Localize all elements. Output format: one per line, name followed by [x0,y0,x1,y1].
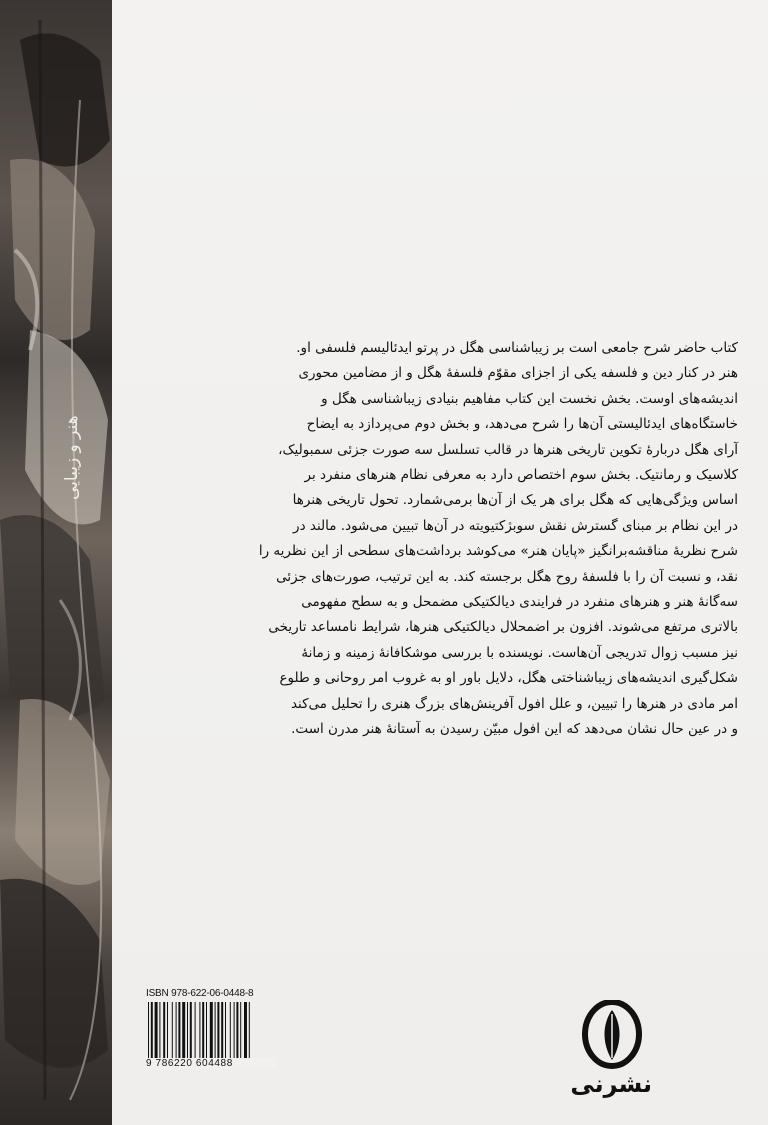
description-line: هنر در کنار دین و فلسفه یکی از اجزای مقوّم فلسفهٔ هگل و از مضامین محوری [298,365,738,382]
description-line: نقد، و نسبت آن را با فلسفهٔ روح هگل برجسته کند. به این ترتیب، صورت‌های جزئی [276,568,738,585]
description-line: امر مادی در هنرها را تبیین، و علل افول آفرینش‌های بزرگ هنری را تحلیل می‌کند [290,695,738,712]
description-line: شکل‌گیری اندیشه‌های زیباشناختی هگل، دلایل باور او به غروب امر روحانی و طلوع [279,670,738,687]
publisher-name: نشرنی [570,1070,652,1098]
description-line: سه‌گانهٔ هنر و هنرهای منفرد در فرایندی دیالکتیکی مضمحل و به سطح مفهومی [301,594,738,611]
description-line: در این نظام بر مبنای گسترش نقش سوبژکتیویته در آن‌ها تبیین می‌شود. مالند در [293,517,738,534]
description-line: بالاتری مرتفع می‌شوند. افزون بر اضمحلال دیالکتیکی هنرها، شرایط نامساعد تاریخی [268,619,738,636]
book-description [150,336,738,743]
description-line: نیز مسبب زوال تدریجی آن‌هاست. نویسنده با بررسی موشکافانهٔ زمینه و زمانهٔ [301,644,738,661]
description-line: کلاسیک و رمانتیک. بخش سوم اختصاص دارد به معرفی نظام هنرهای منفرد بر [304,467,738,484]
barcode-digits: 9 786220 604488 [146,1058,276,1069]
description-line: اساس ویژگی‌هایی که هگل برای هر یک از آن‌ها برمی‌شمارد. تحول تاریخی هنرها [292,492,738,509]
description-line: کتاب حاضر شرح جامعی است بر زیباشناسی هگل در پرتو ایدئالیسم فلسفی او. [296,340,738,356]
description-line: و در عین حال نشان می‌دهد که این افول مبیّن رسیدن به آستانهٔ هنر مدرن است. [291,721,738,738]
publisher-logo [572,1000,652,1100]
isbn-barcode [146,988,276,1072]
barcode-icon [146,1002,276,1062]
reed-in-oval-logo-icon [572,1000,652,1070]
description-line: شرح نظریهٔ مناقشه‌برانگیز «پایان هنر» می‌کوشد برداشت‌های سطحی از این نظریه را [258,543,738,560]
isbn-number: ISBN 978-622-06-0448-8 [146,988,254,999]
cover-artwork-strip [0,0,112,1125]
sculpture-artwork [0,0,112,1125]
description-line: اندیشه‌های اوست. بخش نخست این کتاب مفاهیم بنیادی زیباشناسی هگل و [321,390,738,407]
description-line: خاستگاه‌های ایدئالیستی آن‌ها را شرح می‌دهد، و بخش دوم می‌پردازد به ایضاح [306,416,738,433]
artwork-caption: هنر و زیبایی [62,415,82,500]
description-line: آرای هگل دربارهٔ تکوین تاریخی هنرها در قالب تسلسل سه صورت جزئی سمبولیک، [278,441,738,458]
